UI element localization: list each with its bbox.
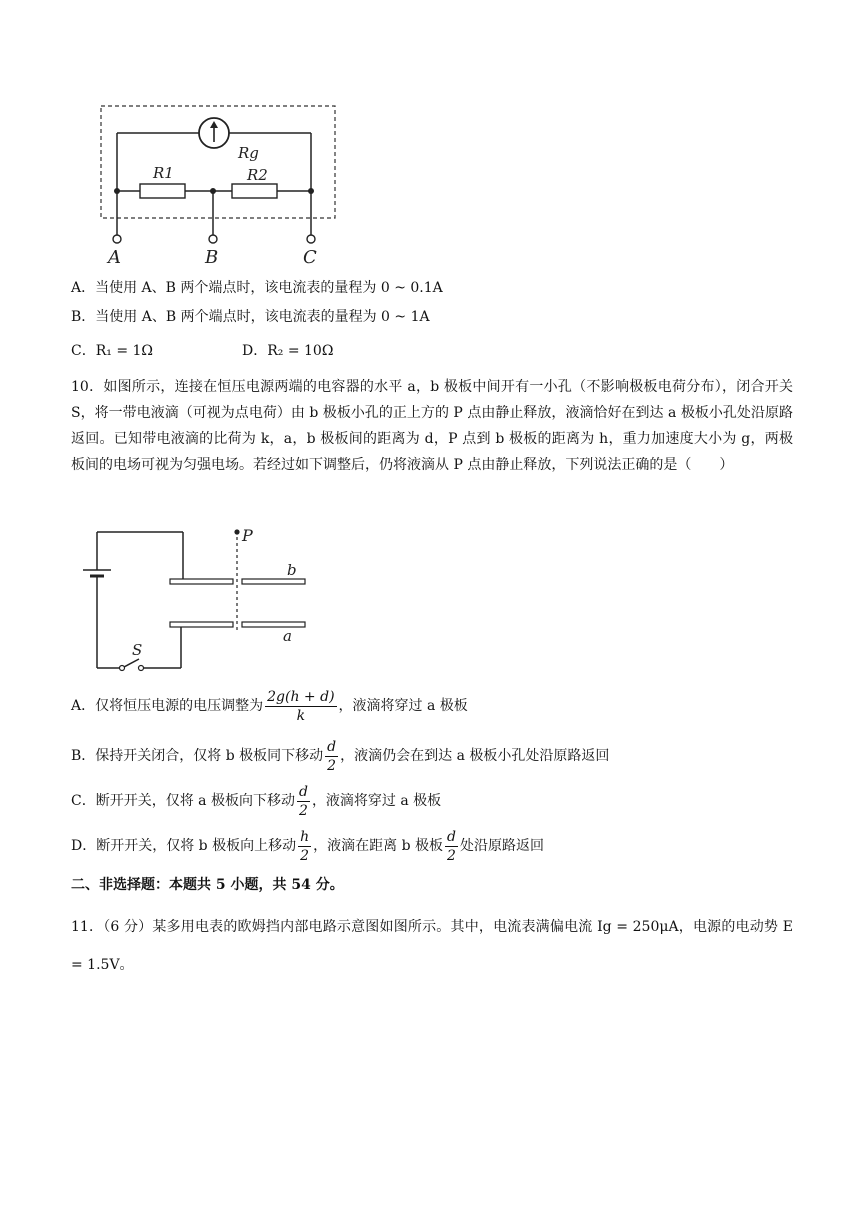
q10-option-a: A．仅将恒压电源的电压调整为 $\frac{2g(h + d)}{k}$ ，液滴将穿过 a 极板 — [71, 688, 468, 724]
label-rg: Rg — [238, 144, 259, 162]
point-p — [234, 529, 239, 534]
plate-a-right — [242, 622, 305, 627]
plate-a-left — [170, 622, 233, 627]
q10-option-b: B．保持开关闭合，仅将 b 极板同下移动 $\frac{d}{2}$ ，液滴仍会在到达 a 极板小孔处沿原路返回 — [71, 738, 610, 774]
q10-option-d: D．断开开关，仅将 b 极板向上移动 $\frac{h}{2}$ ，液滴在距离 b 极板 $\frac{d}{2}$ 处沿原路返回 — [71, 828, 544, 864]
plate-b-right — [242, 579, 305, 584]
q10-option-c: C．断开开关，仅将 a 极板向下移动 $\frac{d}{2}$ ，液滴将穿过 a 极板 — [71, 783, 442, 819]
q9-option-a: A．当使用 A、B 两个端点时，该电流表的量程为 0 ~ 0.1A — [71, 280, 443, 296]
resistor-r2 — [232, 184, 277, 198]
label-terminal-b: B — [205, 247, 219, 268]
label-switch-s: S — [132, 641, 143, 659]
section-heading: 二、非选择题：本题共 5 小题，共 54 分。 — [71, 877, 344, 893]
q9-option-c: C．R₁ = 1Ω — [71, 343, 154, 359]
q9-option-d: D．R₂ = 10Ω — [242, 343, 334, 359]
ammeter-circuit-figure — [95, 100, 345, 270]
label-terminal-c: C — [303, 247, 317, 268]
label-r1: R1 — [153, 164, 174, 182]
label-terminal-a: A — [108, 247, 121, 268]
q11-stem: 11．（6 分）某多用电表的欧姆挡内部电路示意图如图所示。其中，电流表满偏电流 Ig = 250μA，电源的电动势 E = 1.5V。 — [71, 919, 793, 973]
label-r2: R2 — [247, 166, 268, 184]
capacitor-circuit-figure — [75, 523, 325, 673]
q10-stem: 10．如图所示，连接在恒压电源两端的电容器的水平 a，b 极板中间开有一小孔（不影响极板电荷分布），闭合开关 S，将一带电液滴（可视为点电荷）由 b 极板小孔的正上方的 P 点由静止释放，液滴恰好在到达 a 极板小孔处沿原路返回。已知带电液滴的比荷为 k，a，b 极板间的距离为 d，P 点到 b 极板的距离为 h，重力加速度大小为 g，两极板间的电场可视为匀强电场。若经过如下调整后，仍将液滴从 P 点由静止释放，下列说法正确的是（ ） — [71, 379, 793, 473]
resistor-r1 — [140, 184, 185, 198]
label-plate-b: b — [287, 561, 297, 579]
q9-option-b: B．当使用 A、B 两个端点时，该电流表的量程为 0 ~ 1A — [71, 309, 430, 325]
label-plate-a: a — [283, 627, 292, 645]
label-p: P — [242, 526, 253, 545]
plate-b-left — [170, 579, 233, 584]
